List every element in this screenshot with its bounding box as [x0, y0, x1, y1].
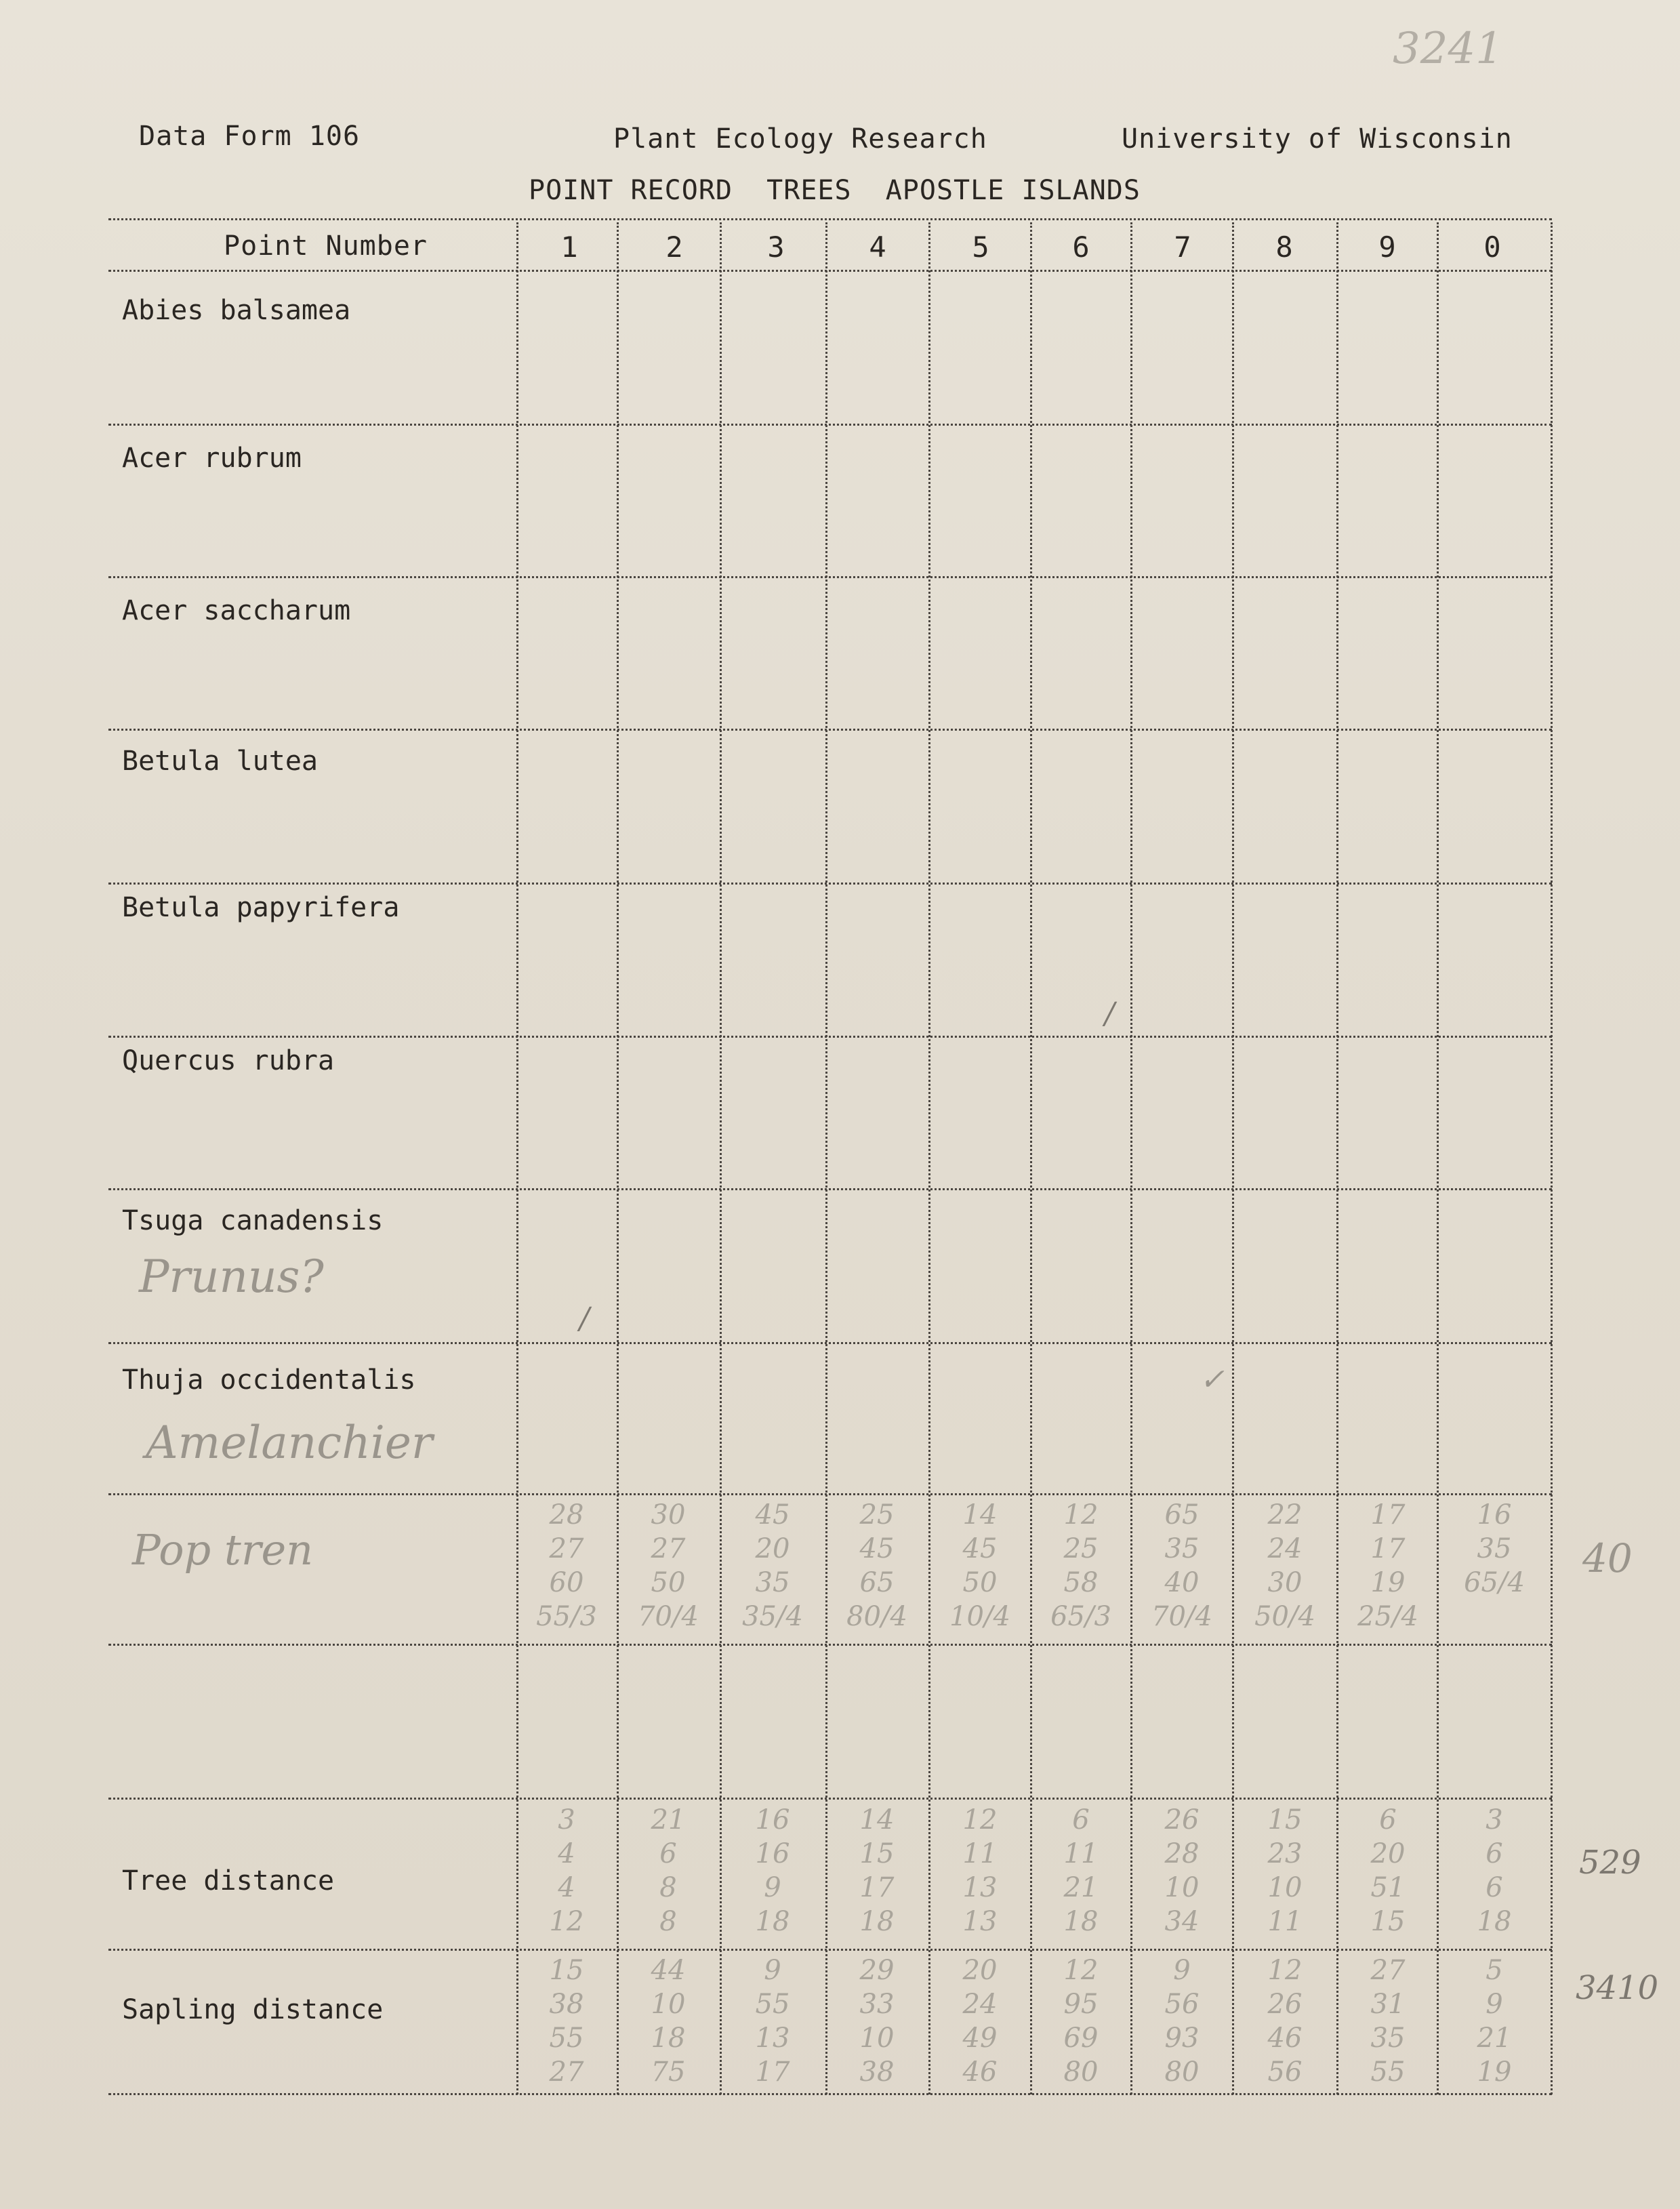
grid-line	[1551, 222, 1553, 2094]
pop-tren-cell: 22 24 30 50/4	[1254, 1499, 1315, 1632]
species-label: Betula papyrifera	[122, 892, 400, 923]
grid-line	[108, 1493, 1552, 1495]
grid-line	[108, 218, 1552, 220]
sapling-distance-cell: 5 9 21 19	[1477, 1955, 1512, 2088]
pop-tren-cell: 45 20 35 35/4	[742, 1499, 803, 1632]
form-title: POINT RECORD TREES APOSTLE ISLANDS	[529, 175, 1141, 206]
grid-line	[108, 1342, 1552, 1344]
column-number: 4	[869, 230, 886, 264]
column-number: 5	[972, 230, 989, 264]
grid-line	[108, 270, 1552, 272]
sapling-distance-cell: 20 24 49 46	[962, 1955, 998, 2088]
sapling-distance-cell: 29 33 10 38	[859, 1955, 895, 2088]
grid-line	[108, 1798, 1552, 1800]
tree-distance-cell: 16 16 9 18	[755, 1804, 790, 1937]
grid-line	[617, 222, 619, 2094]
grid-line	[108, 1644, 1552, 1646]
pop-tren-cell: 25 45 65 80/4	[846, 1499, 907, 1632]
grid-line	[825, 222, 827, 2094]
species-label: Acer saccharum	[122, 595, 351, 626]
pop-tren-cell: 12 25 58 65/3	[1050, 1499, 1111, 1632]
column-number: 9	[1378, 230, 1396, 264]
sapling-distance-cell: 27 31 35 55	[1370, 1955, 1406, 2088]
species-label: Quercus rubra	[122, 1045, 335, 1076]
grid-line	[108, 576, 1552, 578]
pop-tren-cell: 16 35 65/4	[1464, 1499, 1525, 1598]
grid-line	[108, 424, 1552, 426]
species-label: Acer rubrum	[122, 443, 302, 474]
grid-line	[1336, 222, 1338, 2094]
species-label: Thuja occidentalis	[122, 1364, 416, 1396]
handwritten-species: Amelanchier	[146, 1417, 433, 1469]
pop-tren-total: 40	[1582, 1535, 1633, 1581]
tree-distance-total: 529	[1579, 1844, 1641, 1882]
tree-distance-cell: 3 4 4 12	[549, 1804, 584, 1937]
grid-line	[1437, 222, 1439, 2094]
sapling-distance-cell: 9 55 13 17	[755, 1955, 790, 2088]
sapling-distance-cell: 12 26 46 56	[1267, 1955, 1303, 2088]
grid-line	[928, 222, 930, 2094]
tree-distance-cell: 14 15 17 18	[859, 1804, 895, 1937]
sapling-distance-cell: 15 38 55 27	[549, 1955, 584, 2088]
university-heading: University of Wisconsin	[1122, 123, 1513, 155]
tree-distance-cell: 12 11 13 13	[962, 1804, 998, 1937]
handwritten-species: Pop tren	[132, 1525, 314, 1575]
grid-line	[1232, 222, 1234, 2094]
grid-line	[1030, 222, 1032, 2094]
sapling-distance-cell: 12 95 69 80	[1063, 1955, 1099, 2088]
tree-distance-cell: 3 6 6 18	[1477, 1804, 1512, 1937]
handwritten-species: Prunus?	[139, 1251, 324, 1303]
grid-line	[108, 2093, 1552, 2095]
tree-distance-cell: 26 28 10 34	[1164, 1804, 1200, 1937]
species-label: Tsuga canadensis	[122, 1205, 384, 1236]
sapling-distance-cell: 44 10 18 75	[651, 1955, 686, 2088]
species-label: Betula lutea	[122, 746, 318, 777]
grid-line	[108, 1188, 1552, 1190]
sapling-distance-total: 3410	[1576, 1969, 1659, 2007]
tree-distance-cell: 15 23 10 11	[1267, 1804, 1303, 1937]
species-label: Abies balsamea	[122, 295, 351, 326]
pop-tren-cell: 17 17 19 25/4	[1357, 1499, 1418, 1632]
point-number-label: Point Number	[224, 230, 428, 262]
grid-line	[516, 222, 518, 2094]
research-heading: Plant Ecology Research	[613, 123, 987, 155]
tree-distance-label: Tree distance	[122, 1865, 335, 1897]
tree-distance-cell: 21 6 8 8	[651, 1804, 686, 1937]
check-mark: /	[579, 1301, 590, 1336]
grid-line	[1130, 222, 1132, 2094]
column-number: 0	[1483, 230, 1501, 264]
pop-tren-cell: 14 45 50 10/4	[949, 1499, 1010, 1632]
check-mark: /	[1105, 996, 1115, 1031]
grid-line	[108, 729, 1552, 731]
tree-distance-cell: 6 11 21 18	[1063, 1804, 1099, 1937]
grid-line	[108, 883, 1552, 885]
column-number: 6	[1072, 230, 1090, 264]
archive-number: 3241	[1393, 24, 1503, 74]
grid-line	[720, 222, 722, 2094]
column-number: 1	[560, 230, 578, 264]
pop-tren-cell: 30 27 50 70/4	[638, 1499, 699, 1632]
column-number: 2	[665, 230, 683, 264]
pop-tren-cell: 65 35 40 70/4	[1151, 1499, 1212, 1632]
column-number: 7	[1174, 230, 1191, 264]
grid-line	[108, 1949, 1552, 1951]
grid-line	[108, 1036, 1552, 1038]
sapling-distance-cell: 9 56 93 80	[1164, 1955, 1200, 2088]
check-mark: ✓	[1200, 1362, 1225, 1397]
column-number: 3	[767, 230, 785, 264]
sapling-distance-label: Sapling distance	[122, 1994, 384, 2025]
pop-tren-cell: 28 27 60 55/3	[536, 1499, 597, 1632]
column-number: 8	[1275, 230, 1293, 264]
tree-distance-cell: 6 20 51 15	[1370, 1804, 1406, 1937]
form-number: Data Form 106	[139, 121, 361, 152]
